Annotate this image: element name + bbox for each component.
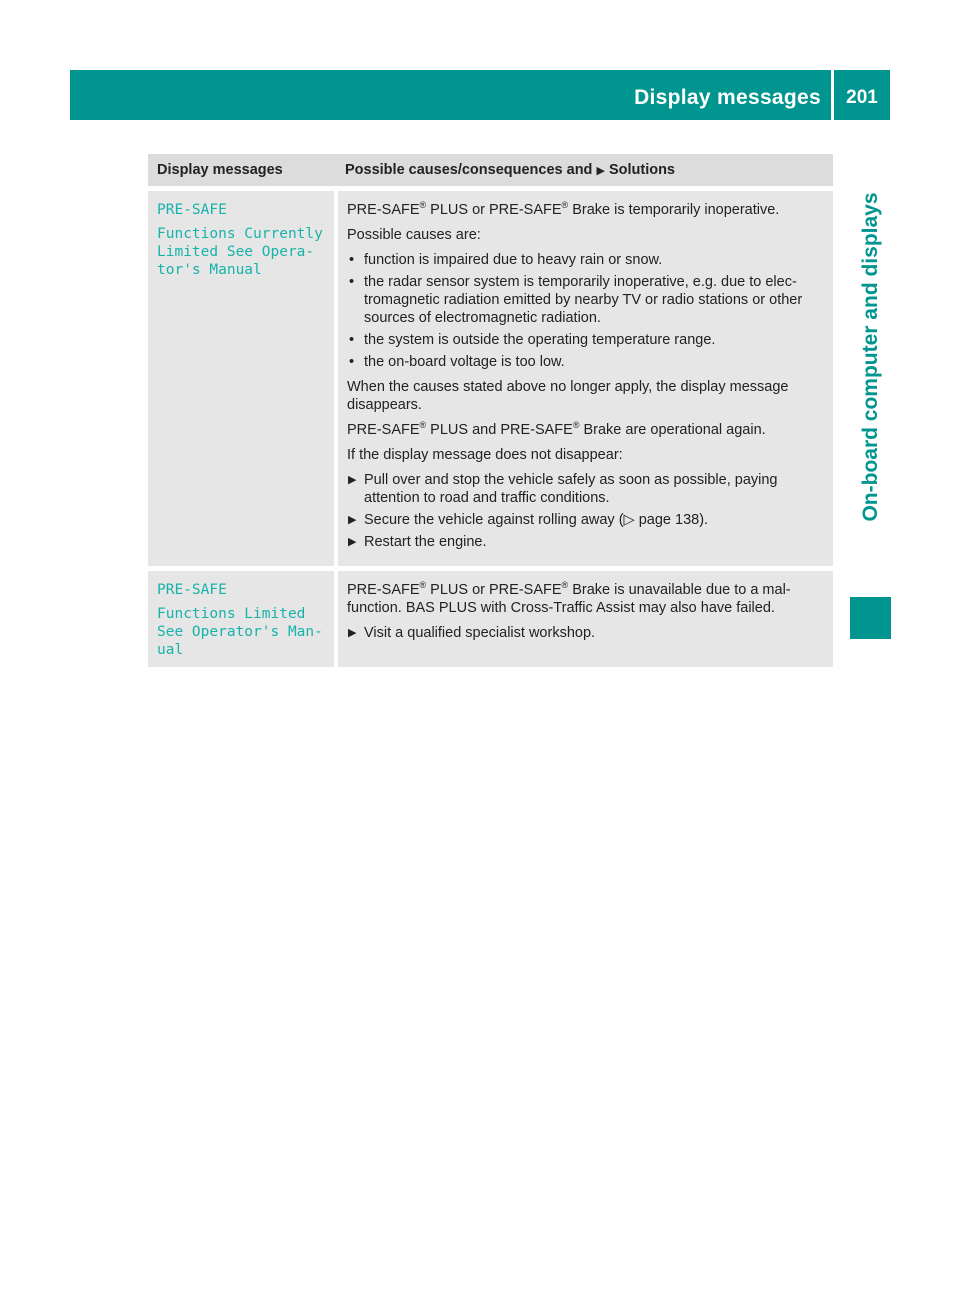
action-arrow-icon: ▶	[348, 514, 357, 526]
list-item: • function is impaired due to heavy rain or snow.	[349, 252, 663, 268]
actions-list	[347, 624, 825, 642]
bullet-icon: •	[349, 332, 355, 348]
paragraph: PRE-SAFE® PLUS and PRE-SAFE® Brake are operational again.	[347, 420, 766, 438]
causes-solutions-cell	[336, 189, 833, 569]
section-title: Display messages	[634, 86, 821, 109]
list-item: • the system is outside the operating temperature range.	[349, 332, 716, 348]
action-arrow-icon: ▶	[348, 474, 357, 486]
action-arrow-icon: ▶	[348, 627, 357, 639]
action-arrow-icon: ▶	[348, 536, 357, 548]
bullet-icon: •	[349, 252, 355, 268]
paragraph: If the display message does not disappear:	[347, 447, 623, 463]
message-line: PRE-SAFE	[157, 202, 227, 218]
table-row	[148, 189, 833, 569]
intro-paragraph: PRE-SAFE® PLUS or PRE-SAFE® Brake is unavailable due to a mal-function. BAS PLUS with Cross-Traffic Assist may also have failed.	[347, 580, 791, 616]
table-header-row	[148, 154, 833, 189]
display-message-cell	[148, 189, 336, 569]
chapter-marker	[850, 597, 891, 639]
registered-mark: ®	[561, 200, 569, 211]
bullet-icon: •	[349, 274, 355, 290]
display-message-cell	[148, 569, 336, 668]
action-item: ▶ Pull over and stop the vehicle safely as soon as possible, paying attention to road and traffic conditions.	[348, 472, 778, 506]
action-item: ▶ Visit a qualified specialist workshop.	[348, 625, 596, 641]
chapter-tab	[850, 122, 891, 592]
message-line: Functions Limited	[157, 606, 306, 622]
col-header-causes-text: Possible causes/consequences and	[345, 162, 597, 178]
col-header-causes-solutions	[336, 154, 833, 189]
table-row	[148, 569, 833, 668]
causes-list	[347, 251, 825, 371]
list-item: • the radar sensor system is temporarily inoperative, e.g. due to elec-tromagnetic radiation emitted by nearby TV or radio stations or other sources of electromagnetic radiation.	[349, 274, 803, 326]
col-header-solutions-text: Solutions	[604, 162, 676, 178]
registered-mark: ®	[419, 200, 427, 211]
message-line: Limited See Opera‐	[157, 244, 315, 260]
chapter-tab-label: On-board computer and displays	[858, 192, 882, 522]
bullet-icon: •	[349, 354, 355, 370]
page-ref-arrow-icon: ▷	[623, 512, 635, 528]
message-line: PRE-SAFE	[157, 582, 227, 598]
page-header	[70, 70, 890, 120]
message-line: Functions Currently	[157, 226, 323, 242]
paragraph: When the causes stated above no longer apply, the display message disappears.	[347, 379, 789, 413]
actions-list	[347, 471, 825, 551]
registered-mark: ®	[572, 420, 580, 431]
display-messages-table	[148, 154, 833, 667]
causes-solutions-cell	[336, 569, 833, 668]
action-arrow-icon: ▶	[596, 165, 605, 177]
action-item: ▶ Secure the vehicle against rolling away (▷ page 138).	[348, 512, 709, 528]
registered-mark: ®	[419, 420, 427, 431]
message-line: ual	[157, 642, 184, 658]
message-line: tor's Manual	[157, 262, 262, 278]
message-line: See Operator's Man‐	[157, 624, 323, 640]
causes-label: Possible causes are:	[347, 227, 481, 243]
registered-mark: ®	[419, 580, 427, 591]
registered-mark: ®	[561, 580, 569, 591]
page-number: 201	[846, 87, 878, 108]
col-header-display-messages: Display messages	[148, 154, 336, 189]
action-item: ▶ Restart the engine.	[348, 534, 487, 550]
list-item: • the on-board voltage is too low.	[349, 354, 565, 370]
intro-paragraph: PRE-SAFE® PLUS or PRE-SAFE® Brake is temporarily inoperative.	[347, 200, 780, 218]
